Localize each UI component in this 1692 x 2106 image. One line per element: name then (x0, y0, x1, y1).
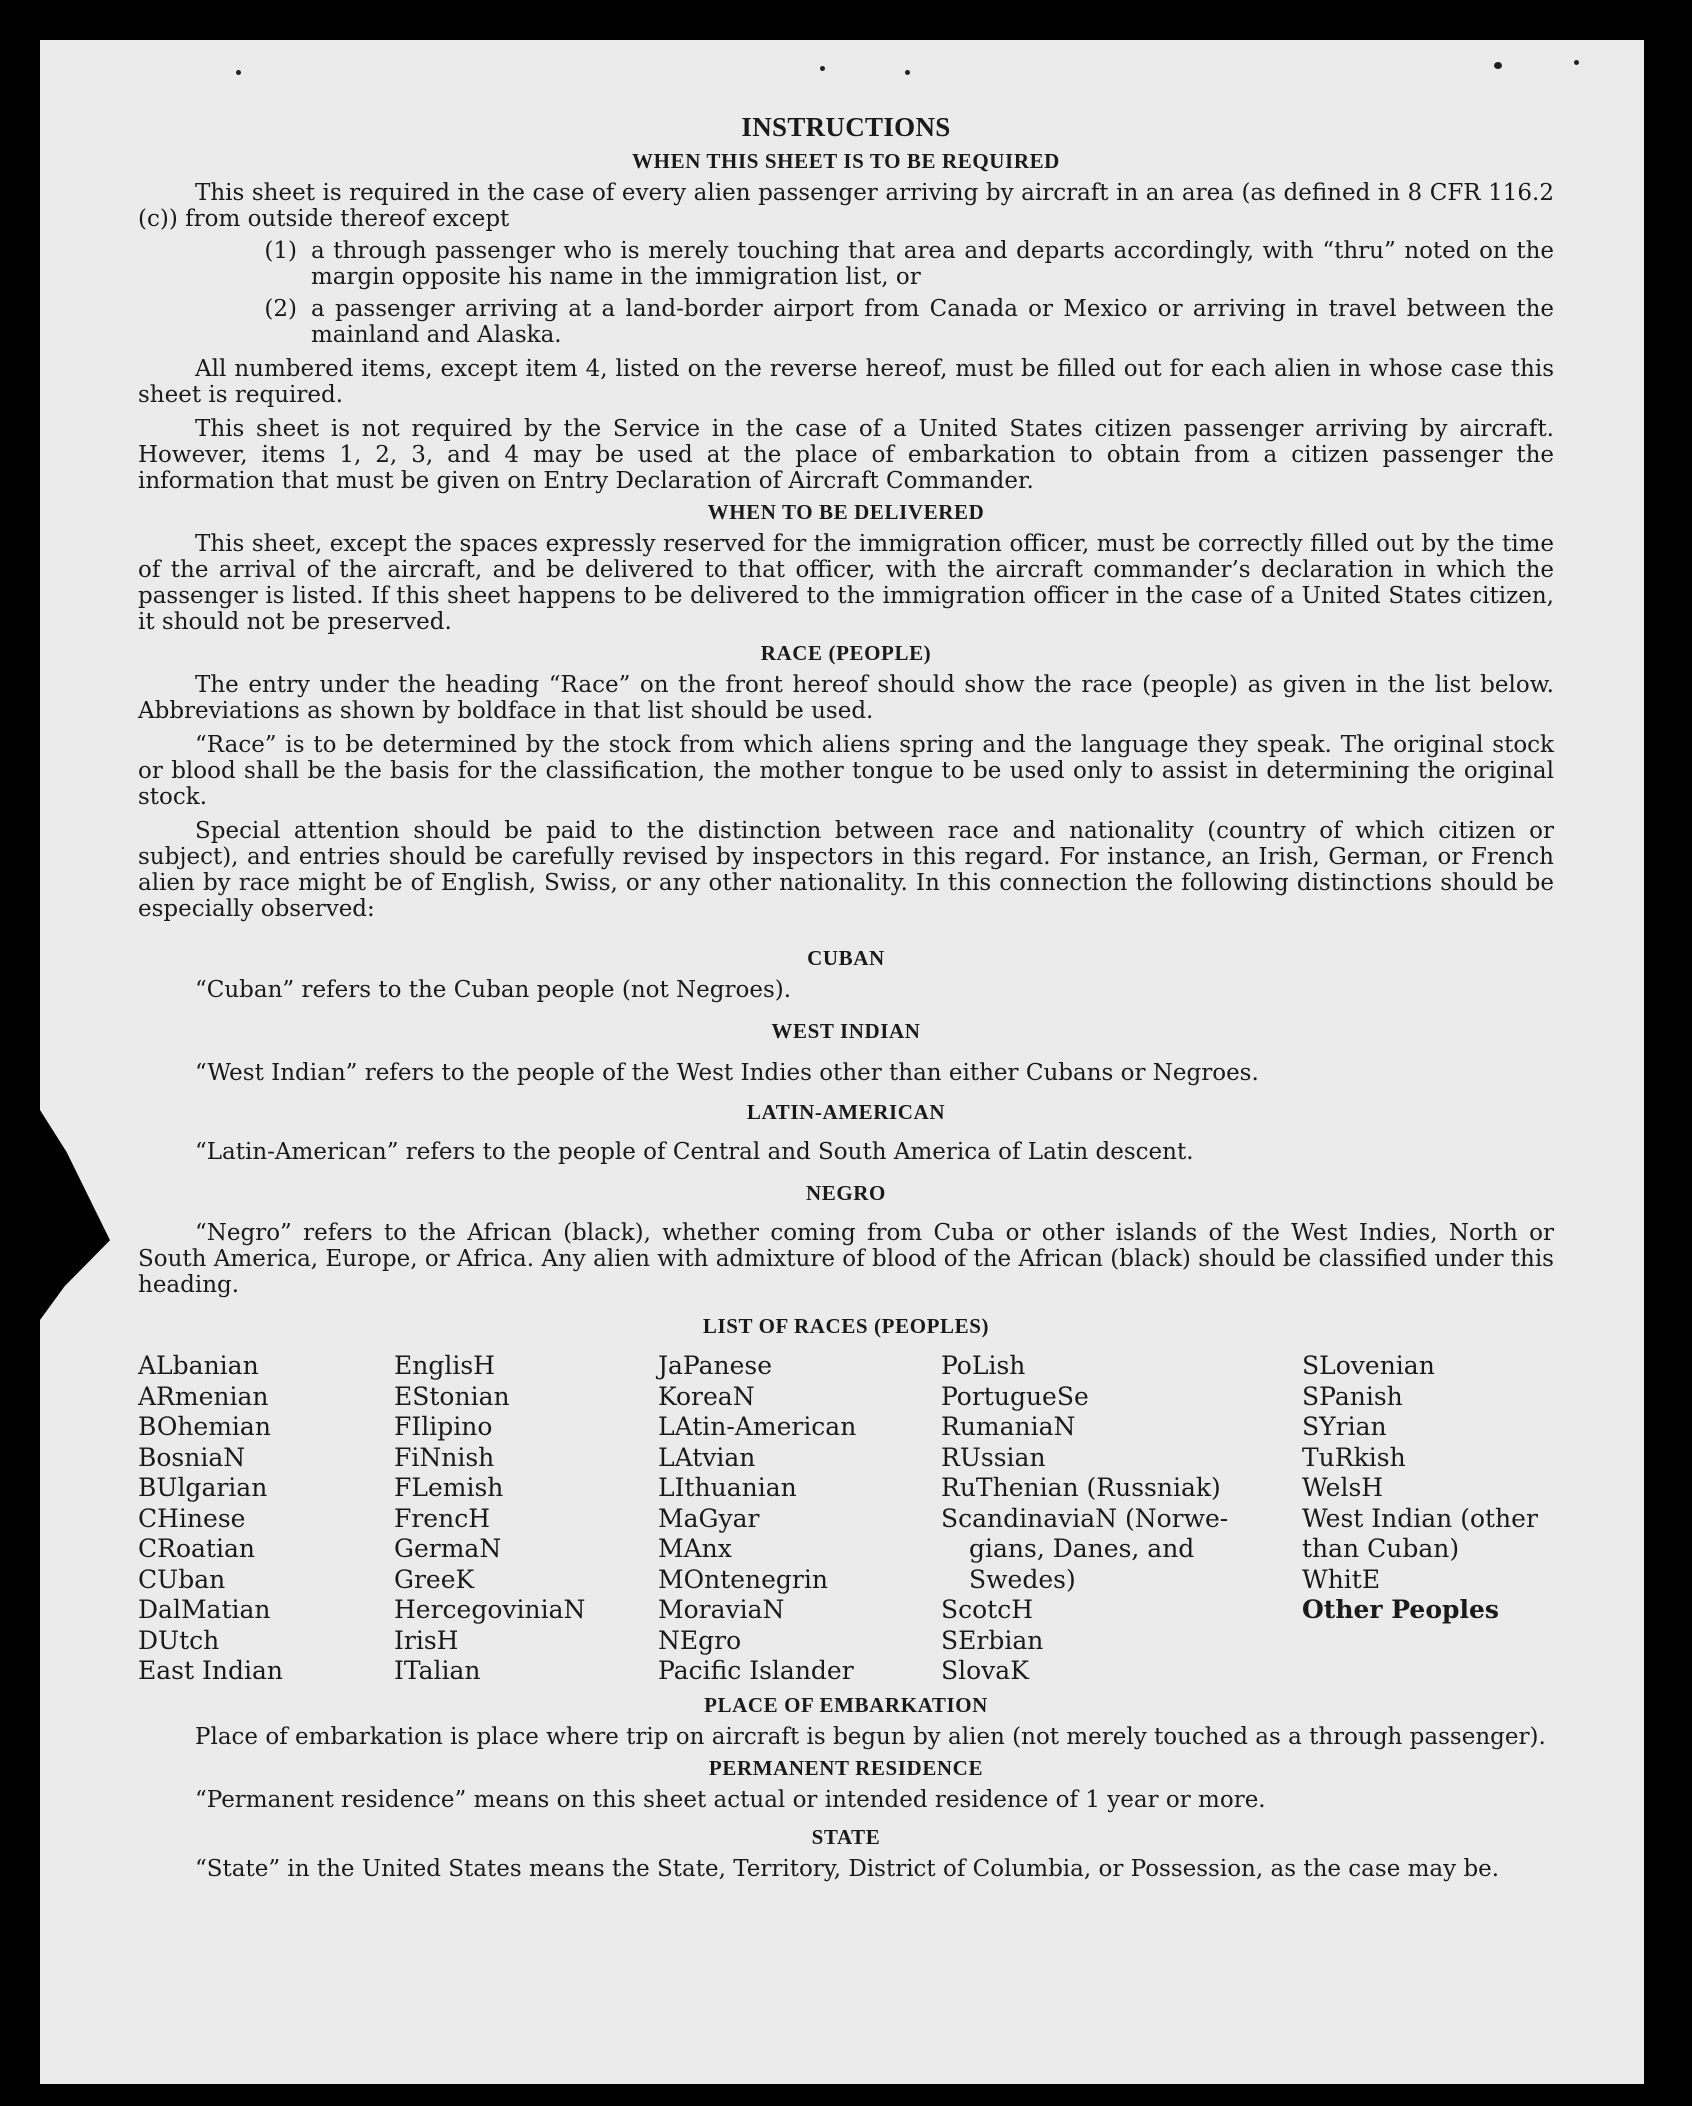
speck (1574, 60, 1579, 65)
paragraph-delivery: This sheet, except the spaces expressly reserved for the immigration officer, must be correctly filled out by the time of the arrival of the aircraft, and be delivered to that officer, with the aircraft commander’s declaration in which the passenger is listed. If this sheet happens to be delivered to the immigration officer in the case of a United States citizen, it should not be preserved. (138, 531, 1554, 635)
heading-embarkation: PLACE OF EMBARKATION (704, 1692, 988, 1717)
race-item: GreeK (394, 1564, 475, 1594)
races-column-5 (1302, 1351, 1554, 1687)
race-item: DUtch (138, 1625, 220, 1655)
heading-negro: NEGRO (805, 1181, 886, 1205)
race-item: SLovenian (1302, 1351, 1435, 1380)
exception-number: (1) (264, 238, 297, 264)
heading-list-of-races: LIST OF RACES (PEOPLES) (702, 1314, 990, 1338)
race-item: IrisH (394, 1625, 459, 1655)
paragraph-race-nationality: Special attention should be paid to the distinction between race and nationality (country of which citizen or subject), and entries should be carefully revised by inspectors in this regard. For instance, an Irish, German, or French alien by race might be of English, Swiss, or any other nationality. In this connection the following distinctions should be especially observed: (138, 818, 1554, 922)
paragraph-numbered-items: All numbered items, except item 4, listed on the reverse hereof, must be filled out for each alien in whose case this sheet is required. (138, 356, 1554, 408)
race-item: SlovaK (941, 1656, 1029, 1685)
race-item: SPanish (1302, 1381, 1403, 1411)
definition-west-indian: “West Indian” refers to the people of the West Indies other than either Cubans or Negroes. (195, 1060, 1259, 1086)
race-item: CUban (138, 1564, 226, 1594)
definition-permanent-residence: “Permanent residence” means on this sheet actual or intended residence of 1 year or more. (195, 1786, 1266, 1813)
race-item: JaPanese (658, 1351, 773, 1380)
race-item: PoLish (941, 1351, 1026, 1380)
race-item: LAtin-American (658, 1412, 857, 1441)
race-item: BosniaN (138, 1442, 246, 1472)
race-item: HercegoviniaN (394, 1595, 586, 1624)
heading-cuban: CUBAN (807, 946, 885, 970)
races-column-1 (138, 1351, 394, 1687)
race-item: FiNnish (394, 1442, 495, 1472)
race-item: gians, Danes, and (969, 1534, 1195, 1563)
speck (820, 66, 825, 71)
race-item: FrencH (394, 1503, 490, 1533)
race-item: KoreaN (658, 1381, 755, 1411)
speck (905, 70, 910, 75)
race-item: LIthuanian (658, 1473, 797, 1502)
heading-latin-american: LATIN-AMERICAN (746, 1100, 946, 1124)
race-item: NEgro (658, 1625, 742, 1655)
definition-latin-american: “Latin-American” refers to the people of Central and South America of Latin descent. (195, 1139, 1194, 1165)
races-list (138, 1351, 1554, 1687)
exception-item-1 (138, 238, 1554, 290)
page-title: INSTRUCTIONS (741, 112, 951, 142)
race-item: MAnx (658, 1534, 732, 1563)
race-item: PortugueSe (941, 1381, 1089, 1411)
definition-cuban: “Cuban” refers to the Cuban people (not Negroes). (195, 977, 792, 1003)
race-item: ITalian (394, 1656, 481, 1685)
paragraph-race-definition: “Race” is to be determined by the stock from which aliens spring and the language they speak. The original stock or blood shall be the basis for the classification, the mother tongue to be used only to assist in determining the original stock. (138, 732, 1554, 810)
race-item: MaGyar (658, 1503, 760, 1533)
races-column-3 (658, 1351, 941, 1687)
race-item: DalMatian (138, 1595, 271, 1624)
instructions-content (138, 112, 1554, 1882)
heading-race: RACE (PEOPLE) (760, 641, 932, 665)
race-item: CHinese (138, 1503, 246, 1533)
race-item: East Indian (138, 1656, 283, 1685)
race-item: WhitE (1302, 1564, 1381, 1594)
race-item: RumaniaN (941, 1412, 1076, 1441)
race-item: MOntenegrin (658, 1564, 828, 1594)
race-item: Other Peoples (1302, 1595, 1499, 1624)
race-item: SErbian (941, 1625, 1044, 1655)
race-item: GermaN (394, 1534, 502, 1563)
race-item: CRoatian (138, 1534, 255, 1563)
race-item: ScandinaviaN (Norwe- (941, 1503, 1229, 1533)
race-item: ARmenian (138, 1381, 269, 1411)
definition-state: “State” in the United States means the State, Territory, District of Columbia, or Possession, as the case may be. (195, 1855, 1500, 1882)
heading-when-delivered: WHEN TO BE DELIVERED (707, 500, 985, 524)
heading-permanent-residence: PERMANENT RESIDENCE (708, 1755, 984, 1780)
races-column-2 (394, 1351, 658, 1687)
paragraph-race-entry: The entry under the heading “Race” on the front hereof should show the race (people) as given in the list below. Abbreviations as shown by boldface in that list should be used. (138, 672, 1554, 724)
race-item: West Indian (other (1302, 1503, 1538, 1533)
race-item: Pacific Islander (658, 1656, 854, 1685)
definition-negro: “Negro” refers to the African (black), whether coming from Cuba or other islands of the West Indies, North or South America, Europe, or Africa. Any alien with admixture of blood of the African (black) should be classified under this heading. (138, 1220, 1554, 1298)
race-item: FIlipino (394, 1412, 493, 1441)
race-item: BOhemian (138, 1412, 271, 1441)
races-column-4 (941, 1351, 1302, 1687)
race-item: EnglisH (394, 1351, 495, 1380)
race-item: Swedes) (969, 1564, 1076, 1594)
race-item: FLemish (394, 1473, 504, 1502)
definition-embarkation: Place of embarkation is place where trip on aircraft is begun by alien (not merely touched as a through passenger). (195, 1723, 1546, 1750)
speck (236, 70, 241, 75)
exception-text: a passenger arriving at a land-border airport from Canada or Mexico or arriving in travel between the mainland and Alaska. (311, 296, 1554, 348)
heading-state: STATE (811, 1824, 881, 1849)
exception-item-2 (138, 296, 1554, 348)
race-item: SYrian (1302, 1412, 1387, 1441)
race-item: BUlgarian (138, 1473, 268, 1502)
paragraph-required-intro: This sheet is required in the case of every alien passenger arriving by aircraft in an area (as defined in 8 CFR 116.2 (c)) from outside thereof except (138, 180, 1554, 232)
race-item: MoraviaN (658, 1595, 785, 1624)
paragraph-citizen-not-required: This sheet is not required by the Service in the case of a United States citizen passenger arriving by aircraft. However, items 1, 2, 3, and 4 may be used at the place of embarkation to obtain from a citizen passenger the information that must be given on Entry Declaration of Aircraft Commander. (138, 416, 1554, 494)
race-item: LAtvian (658, 1442, 756, 1472)
exception-number: (2) (264, 296, 297, 322)
race-item: RUssian (941, 1442, 1046, 1472)
exception-text: a through passenger who is merely touching that area and departs accordingly, with “thru” noted on the margin opposite his name in the immigration list, or (311, 238, 1554, 290)
heading-west-indian: WEST INDIAN (771, 1019, 921, 1043)
race-item: WelsH (1302, 1473, 1384, 1502)
speck (1494, 62, 1502, 69)
race-item: EStonian (394, 1381, 510, 1411)
race-item: ScotcH (941, 1595, 1034, 1624)
race-item: than Cuban) (1302, 1534, 1460, 1563)
race-item: RuThenian (Russniak) (941, 1473, 1221, 1502)
race-item: TuRkish (1302, 1442, 1406, 1472)
heading-when-required: WHEN THIS SHEET IS TO BE REQUIRED (632, 149, 1060, 173)
race-item: ALbanian (138, 1351, 259, 1380)
